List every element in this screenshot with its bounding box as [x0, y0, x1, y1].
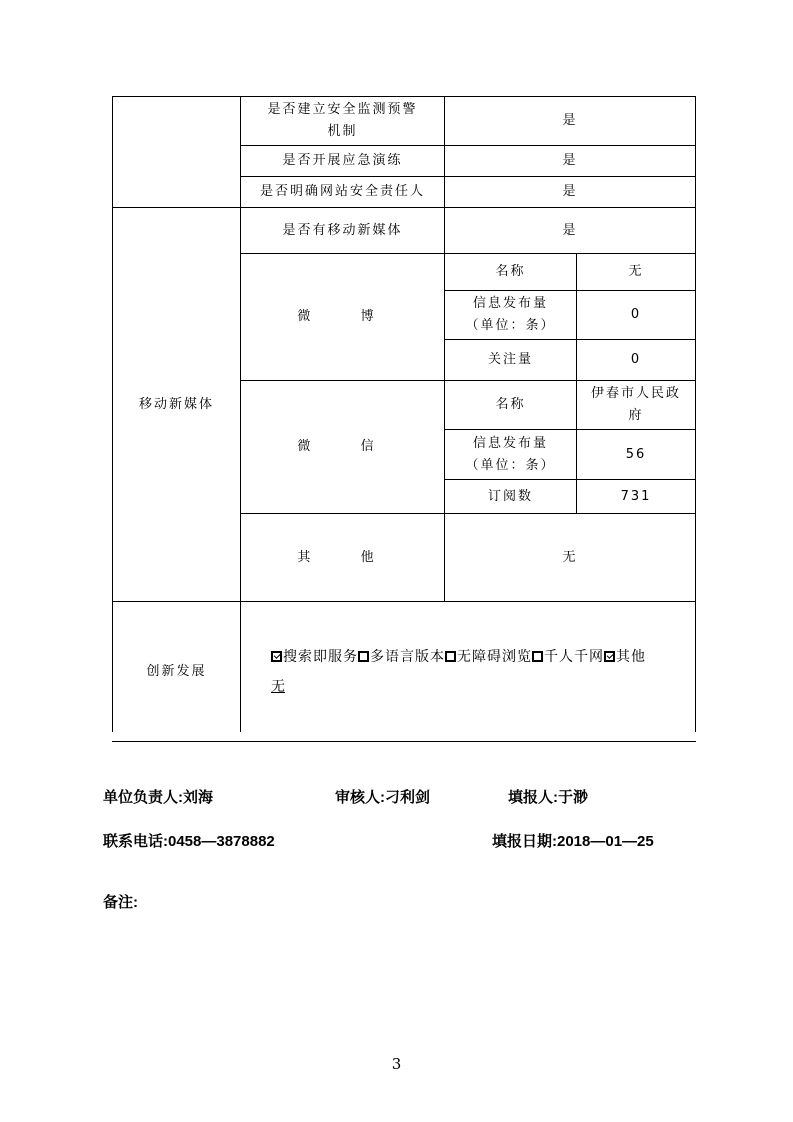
checkbox-icon[interactable] — [532, 651, 543, 662]
wechat-label: 微 信 — [297, 439, 388, 454]
page-number: 3 — [391, 1055, 402, 1073]
weibo-name-label: 名称 — [495, 264, 526, 279]
option-search-service[interactable]: 搜索即服务 — [271, 649, 358, 665]
other-media-value: 无 — [562, 549, 578, 565]
security-officer-label: 是否明确网站安全责任人 — [259, 184, 425, 199]
weibo-name-value: 无 — [628, 264, 644, 279]
monitor-warning-label: 是否建立安全监测预警 机制 — [267, 102, 418, 139]
contact-phone: 联系电话:0458—3878882 — [103, 833, 275, 850]
unit-head: 单位负责人:刘海 — [103, 789, 213, 806]
option-personalized[interactable]: 千人千网 — [532, 649, 604, 665]
wechat-subscribers-label: 订阅数 — [487, 488, 533, 504]
option-accessibility[interactable]: 无障碍浏览 — [445, 649, 532, 665]
wechat-posts-label: 信息发布量 （单位：条） — [465, 435, 556, 473]
checkbox-icon[interactable] — [358, 651, 369, 662]
has-mobile-media-label: 是否有移动新媒体 — [282, 222, 403, 238]
new-media-section-label: 移动新媒体 — [138, 396, 214, 412]
checkbox-icon[interactable] — [604, 651, 615, 662]
emergency-drill-value: 是 — [562, 153, 578, 168]
wechat-name-label: 名称 — [495, 397, 526, 412]
remarks: 备注: — [103, 894, 138, 911]
security-officer-value: 是 — [562, 184, 578, 199]
has-mobile-media-value: 是 — [562, 222, 578, 238]
other-media-label: 其 他 — [297, 549, 388, 565]
checkbox-icon[interactable] — [445, 651, 456, 662]
emergency-drill-label: 是否开展应急演练 — [282, 153, 403, 168]
fill-date: 填报日期:2018—01—25 — [492, 833, 654, 850]
weibo-posts-value: 0 — [630, 307, 642, 322]
weibo-posts-label: 信息发布量 （单位：条） — [465, 296, 556, 333]
option-multilingual[interactable]: 多语言版本 — [358, 649, 445, 665]
checkbox-icon[interactable] — [271, 651, 282, 662]
wechat-posts-value: 56 — [625, 446, 647, 462]
weibo-followers-label: 关注量 — [487, 352, 533, 367]
innovation-other-text: 无 — [271, 679, 285, 695]
option-other[interactable]: 其他 — [604, 649, 646, 665]
wechat-name-value: 伊春市人民政 府 — [590, 386, 681, 423]
weibo-label: 微 博 — [297, 309, 388, 324]
reviewer: 审核人:刁利剑 — [335, 789, 430, 806]
monitor-warning-value: 是 — [562, 113, 578, 128]
innovation-options — [271, 646, 646, 666]
filler: 填报人:于渺 — [508, 789, 588, 806]
weibo-followers-value: 0 — [630, 352, 642, 367]
innovation-section-label: 创新发展 — [146, 663, 207, 679]
wechat-subscribers-value: 731 — [620, 488, 652, 504]
